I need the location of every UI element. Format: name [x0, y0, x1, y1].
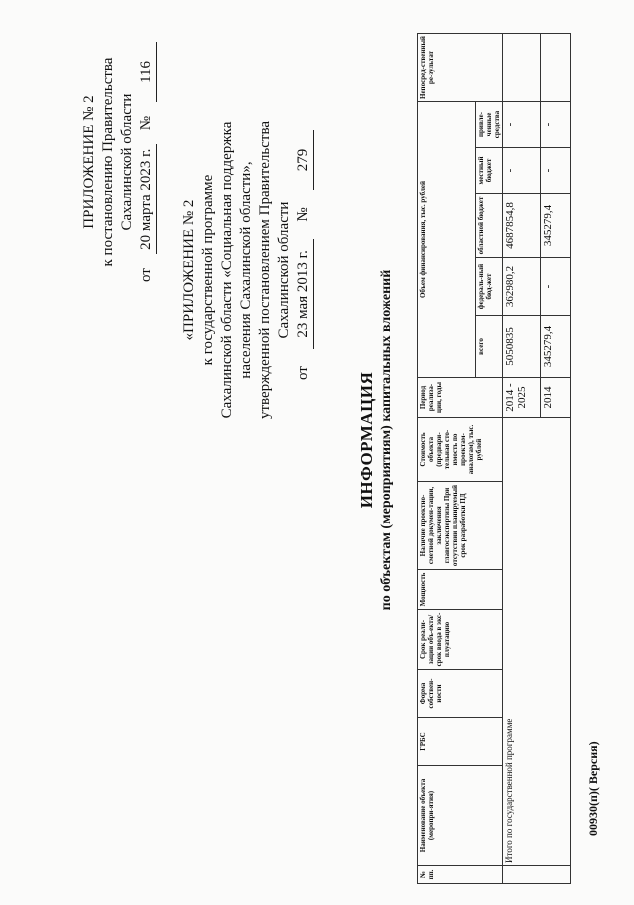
col-header-num: № пп. [418, 866, 503, 884]
col-header-federal: федераль-ный бюд-жет [476, 258, 503, 316]
from-label: от [138, 268, 154, 282]
program-appendix-date-line [294, 100, 314, 440]
col-header-result: Непосред-ственный ре-зультат [418, 34, 503, 102]
col-header-ownership: Форма собствен-ности [418, 670, 503, 718]
col-header-attracted: привле-ченные средства [476, 102, 503, 148]
attracted-cell: - [541, 102, 571, 148]
total-cell: 5050835 [503, 316, 541, 378]
capital-investment-table [417, 34, 567, 884]
table-row [503, 34, 541, 884]
appendix-line: Сахалинской области [119, 93, 135, 231]
regional-cell: 4687854,8 [503, 194, 541, 258]
appendix-number: 116 [137, 42, 157, 102]
regional-cell: 345279,4 [541, 194, 571, 258]
col-header-term: Срок реали-зации объ-екта/срок ввода в экс-плуатацию [418, 610, 503, 670]
number-label: № [295, 207, 311, 222]
local-cell: - [503, 148, 541, 194]
total-cell: 345279,4 [541, 316, 571, 378]
result-cell [541, 34, 571, 102]
heading-title: ИНФОРМАЦИЯ [357, 371, 376, 509]
col-header-name: Наименование объекта (меропри-ятия) [418, 766, 503, 866]
appendix-header [80, 42, 157, 282]
from-label: от [295, 366, 311, 380]
col-header-cost: Стоимость объекта (предвари-тельная сто-имость по проектам-аналогам), тыс. рублей [418, 418, 503, 482]
col-header-capacity: Мощность [418, 570, 503, 610]
program-appendix-date: 23 мая 2013 г. [294, 239, 314, 349]
program-appendix-number: 279 [294, 130, 314, 190]
col-header-local: местный бюджет [476, 148, 503, 194]
document-heading [357, 230, 395, 650]
program-appendix-title: «ПРИЛОЖЕНИЕ № 2 [181, 199, 197, 341]
summary-num-cell [503, 866, 571, 884]
appendix-title: ПРИЛОЖЕНИЕ № 2 [81, 95, 97, 229]
appendix-line: к постановлению Правительства [100, 57, 116, 267]
period-cell: 2014 - 2025 [503, 378, 541, 418]
number-label: № [138, 115, 154, 131]
federal-cell: - [541, 258, 571, 316]
col-header-total: всего [476, 316, 503, 378]
period-cell: 2014 [541, 378, 571, 418]
col-header-period: Период реализа-ции, годы [418, 378, 503, 418]
heading-subtitle: по объектам (мероприятиям) капитальных вложений [379, 269, 394, 611]
col-header-docs: Наличие проектно-сметной докумен-тации, заключения главгосэкспертизы При отсутствии планируемый срок разработки ПД [418, 482, 503, 570]
col-header-grbs: ГРБС [418, 718, 503, 766]
appendix-date: 20 марта 2023 г. [137, 144, 157, 254]
program-appendix-line: Сахалинской области «Социальная поддержка [219, 121, 235, 419]
program-appendix-header [180, 100, 314, 440]
attracted-cell: - [503, 102, 541, 148]
document-footer-code: 00930(п)( Версия) [586, 741, 600, 836]
program-appendix-line: населения Сахалинской области», [238, 161, 254, 379]
program-appendix-line: Сахалинской области [276, 201, 292, 339]
table-header-row [418, 34, 476, 884]
program-appendix-line: к государственной программе [200, 174, 216, 366]
col-header-regional: областной бюджет [476, 194, 503, 258]
program-appendix-line: утвержденной постановлением Правительства [257, 120, 273, 420]
summary-label: Итого по государственной программе [503, 418, 571, 866]
result-cell [503, 34, 541, 102]
local-cell: - [541, 148, 571, 194]
federal-cell: 362980,2 [503, 258, 541, 316]
appendix-date-line [137, 42, 157, 282]
col-header-financing: Объем финансирования, тыс. рублей [418, 102, 476, 378]
